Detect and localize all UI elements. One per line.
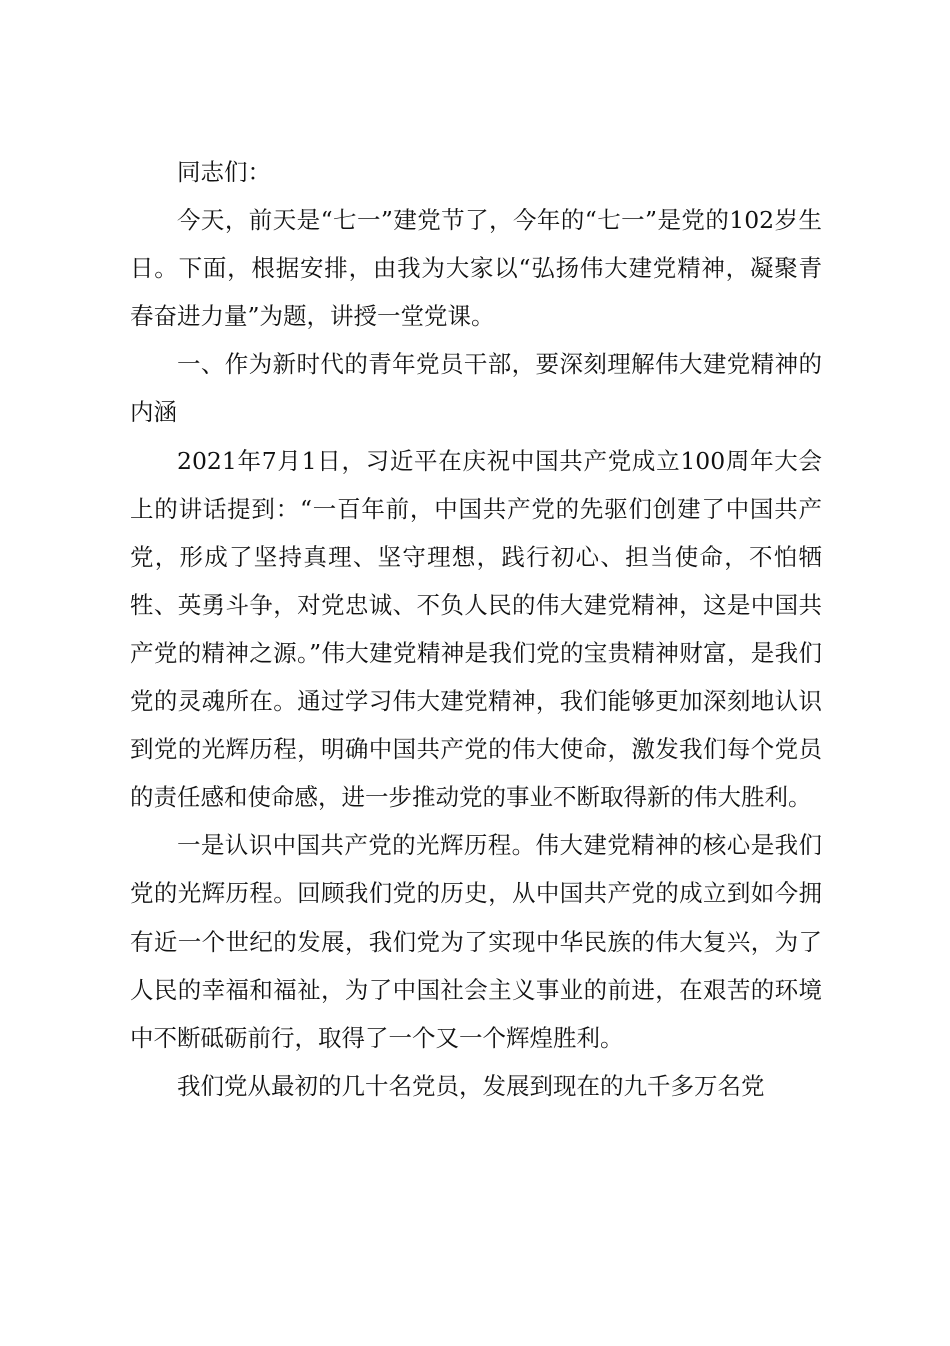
intro-paragraph: 今天，前天是“七一”建党节了，今年的“七一”是党的102岁生日。下面，根据安排，由我为大家以“弘扬伟大建党精神，凝聚青春奋进力量”为题，讲授一堂党课。: [130, 206, 822, 331]
document-body: [130, 148, 822, 1110]
section-heading: 一、作为新时代的青年党员干部，要深刻理解伟大建党精神的内涵: [130, 350, 822, 427]
history-paragraph: 一是认识中国共产党的光辉历程。伟大建党精神的核心是我们党的光辉历程。回顾我们党的历史，从中国共产党的成立到如今拥有近一个世纪的发展，我们党为了实现中华民族的伟大复兴，为了人民的幸福和福祉，为了中国社会主义事业的前进，在艰苦的环境中不断砥砺前行，取得了一个又一个辉煌胜利。: [130, 831, 822, 1052]
salutation-paragraph: 同志们：: [177, 158, 271, 186]
quote-paragraph: 2021年7月1日，习近平在庆祝中国共产党成立100周年大会上的讲话提到：“一百年前，中国共产党的先驱们创建了中国共产党，形成了坚持真理、坚守理想，践行初心、担当使命，不怕牺牲、英勇斗争，对党忠诚、不负人民的伟大建党精神，这是中国共产党的精神之源。”伟大建党精神是我们党的宝贵精神财富，是我们党的灵魂所在。通过学习伟大建党精神，我们能够更加深刻地认识到党的光辉历程，明确中国共产党的伟大使命，激发我们每个党员的责任感和使命感，进一步推动党的事业不断取得新的伟大胜利。: [130, 446, 822, 812]
closing-paragraph: 我们党从最初的几十名党员，发展到现在的九千多万名党: [177, 1071, 765, 1100]
